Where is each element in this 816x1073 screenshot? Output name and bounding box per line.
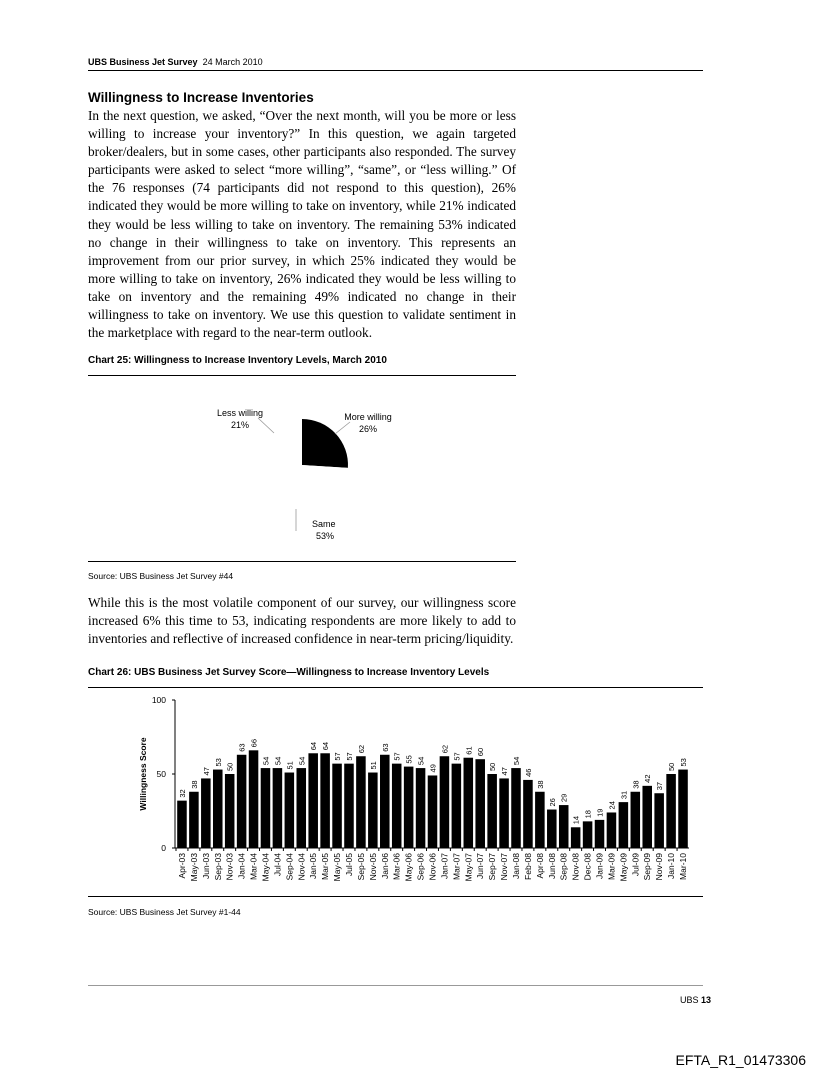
bar: [213, 770, 223, 848]
x-tick-label: May-09: [618, 853, 629, 882]
chart25-source: Source: UBS Business Jet Survey #44: [88, 571, 234, 581]
bar: [452, 764, 462, 848]
bar-value-label: 54: [273, 756, 283, 766]
x-tick-label: Jan-09: [594, 853, 605, 879]
bar-value-label: 53: [679, 758, 689, 767]
footer-rule: [88, 985, 703, 986]
bar: [666, 774, 676, 848]
x-tick-label: May-03: [188, 853, 199, 882]
y-tick-label: 50: [156, 769, 166, 779]
x-tick-label: Apr-03: [176, 853, 187, 879]
x-tick-label: Jan-08: [511, 853, 522, 879]
bar: [464, 758, 474, 848]
bar: [595, 820, 605, 848]
bar: [297, 768, 307, 848]
bar: [261, 768, 271, 848]
bar-value-label: 66: [249, 738, 259, 748]
pie-chart: [88, 376, 516, 562]
pie-label: Less willing: [216, 408, 264, 418]
bar-chart: [88, 688, 703, 896]
bar-value-label: 57: [344, 752, 354, 761]
x-tick-label: Sep-06: [415, 853, 426, 881]
page-header: [88, 57, 263, 67]
bar: [440, 756, 450, 848]
bar: [631, 792, 641, 848]
bar-value-label: 64: [321, 741, 331, 751]
bar: [273, 768, 283, 848]
x-tick-label: Nov-05: [367, 853, 378, 881]
bar-value-label: 63: [237, 743, 247, 752]
chart26-title: Chart 26: UBS Business Jet Survey Score—Willingness to Increase Inventory Levels: [88, 667, 490, 678]
bar-value-label: 51: [285, 761, 295, 770]
bar: [225, 774, 235, 848]
x-tick-label: Sep-03: [212, 853, 223, 881]
header-brand: UBS Business Jet Survey: [88, 57, 198, 67]
x-tick-label: Jan-06: [379, 853, 390, 879]
x-tick-label: Nov-09: [654, 853, 665, 881]
bar: [249, 750, 259, 848]
x-tick-label: Nov-07: [499, 853, 510, 881]
header-date: 24 March 2010: [202, 57, 263, 67]
x-tick-label: Dec-08: [582, 853, 593, 881]
bar-value-label: 54: [297, 756, 307, 766]
x-tick-label: Jun-07: [475, 853, 486, 879]
x-tick-label: May-04: [260, 853, 271, 882]
x-tick-label: Sep-04: [284, 853, 295, 881]
bar: [356, 756, 366, 848]
bar: [678, 770, 688, 848]
x-tick-label: Nov-06: [427, 853, 438, 881]
page-number: 13: [701, 995, 712, 1005]
y-axis-label: Willingness Score: [138, 737, 148, 811]
x-tick-label: Jul-05: [343, 853, 354, 877]
bar: [475, 759, 485, 848]
page-footer: [680, 995, 711, 1005]
bar-value-label: 57: [333, 752, 343, 761]
x-tick-label: Jul-09: [630, 853, 641, 877]
bar: [607, 812, 617, 848]
bar-value-label: 32: [177, 789, 187, 798]
bar-value-label: 57: [392, 752, 402, 761]
bar: [523, 780, 533, 848]
bar-value-label: 57: [452, 752, 462, 761]
bar-value-label: 29: [559, 793, 569, 803]
bar-value-label: 31: [619, 790, 629, 800]
x-tick-label: Mar-05: [320, 853, 331, 880]
bar-value-label: 51: [368, 761, 378, 770]
body-paragraph: While this is the most volatile component of our survey, our willingness score increased 6% this time to 53, indicating respondents are more likely to add to inventories and reflective of increased confidence in near-term pricing/liquidity.: [88, 595, 516, 647]
bar: [559, 805, 569, 848]
bar-value-label: 47: [201, 767, 211, 776]
bar: [583, 821, 593, 848]
bar: [237, 755, 247, 848]
x-tick-label: Mar-07: [451, 853, 462, 880]
bar: [535, 792, 545, 848]
x-tick-label: Nov-04: [296, 853, 307, 881]
x-tick-label: Sep-07: [487, 853, 498, 881]
footer-brand: UBS: [680, 995, 699, 1005]
bar-value-label: 38: [631, 780, 641, 789]
y-tick-label: 0: [161, 843, 166, 853]
pie-value: 21%: [230, 420, 250, 430]
bar: [642, 786, 652, 848]
bar: [416, 768, 426, 848]
x-tick-label: Jul-04: [272, 853, 283, 877]
document-id: EFTA_R1_01473306: [675, 1052, 806, 1068]
body-paragraph: In the next question, we asked, “Over the next month, will you be more or less willing to increase your inventory?” In this question, we again targeted broker/dealers, but in some cases, other participants also responded. The survey participants were asked to select “more willing”, “same”, or “less willing.” Of the 76 responses (74 participants did not respond to this question), 26% indicated they would be more willing to take on inventory, while 21% indicated they would be less willing to take on inventory. The remaining 53% indicated no change in their willingness to take on inventory. This represents an improvement from our prior survey, in which 25% indicated they would be more willing to take on inventory, 26% indicated they would be less willing to take on inventory and the remaining 49% indicated no change in their willingness to take on inventory. We use this question to validate sentiment in the marketplace with regard to the near-term outlook.: [88, 108, 516, 341]
bar: [332, 764, 342, 848]
bar: [499, 778, 509, 848]
x-tick-label: Jun-03: [200, 853, 211, 879]
x-tick-label: Mar-10: [678, 853, 689, 880]
bar-value-label: 46: [523, 768, 533, 777]
bar-value-label: 19: [595, 808, 605, 817]
x-tick-label: Mar-04: [248, 853, 259, 880]
bar: [404, 767, 414, 848]
x-tick-label: Nov-03: [224, 853, 235, 881]
chart26-source: Source: UBS Business Jet Survey #1-44: [88, 907, 241, 917]
bar: [308, 753, 318, 848]
bar: [392, 764, 402, 848]
x-tick-label: Mar-06: [391, 853, 402, 880]
bar-value-label: 49: [428, 764, 438, 773]
bar-value-label: 42: [643, 774, 653, 783]
pie-slice: [302, 419, 348, 468]
bar: [619, 802, 629, 848]
bar-value-label: 26: [547, 798, 557, 807]
bar-value-label: 50: [667, 762, 677, 771]
bar: [368, 773, 378, 848]
x-tick-label: Jun-08: [546, 853, 557, 879]
bar-value-label: 62: [356, 744, 366, 754]
bar-value-label: 60: [476, 747, 486, 757]
pie-leader-line: [335, 422, 350, 434]
x-tick-label: Jan-05: [308, 853, 319, 879]
bar-value-label: 38: [535, 780, 545, 789]
chart25-title: Chart 25: Willingness to Increase Inventory Levels, March 2010: [88, 355, 387, 366]
bar-value-label: 54: [261, 756, 271, 766]
bar: [511, 768, 521, 848]
pie-value: 53%: [316, 531, 335, 541]
bar: [487, 774, 497, 848]
x-tick-label: Sep-09: [642, 853, 653, 881]
bar-value-label: 50: [225, 762, 235, 771]
bar: [177, 801, 187, 848]
x-tick-label: Mar-09: [606, 853, 617, 880]
bar-value-label: 64: [309, 741, 319, 751]
bar-value-label: 37: [655, 781, 665, 791]
x-tick-label: Jan-07: [439, 853, 450, 879]
x-tick-label: Sep-05: [355, 853, 366, 881]
bar: [285, 773, 295, 848]
pie-value: 26%: [358, 424, 378, 434]
bar-value-label: 18: [583, 810, 593, 819]
y-tick-label: 100: [151, 695, 166, 705]
x-tick-label: Feb-08: [522, 853, 533, 880]
x-tick-label: Sep-08: [558, 853, 569, 881]
bar-value-label: 53: [213, 758, 223, 767]
bar: [380, 755, 390, 848]
bar: [547, 810, 557, 848]
x-tick-label: May-06: [403, 853, 414, 882]
x-tick-label: May-07: [463, 853, 474, 882]
bar: [571, 827, 581, 848]
bar: [201, 778, 211, 848]
x-tick-label: May-05: [332, 853, 343, 882]
bar-value-label: 38: [189, 780, 199, 789]
bar-value-label: 47: [500, 767, 510, 776]
x-tick-label: Jan-04: [236, 853, 247, 879]
pie-leader-line: [258, 418, 274, 433]
chart25-bottom-rule: [88, 561, 516, 562]
bar-value-label: 54: [416, 756, 426, 766]
bar-value-label: 62: [440, 744, 450, 754]
bar-value-label: 54: [512, 756, 522, 766]
bar-value-label: 24: [607, 801, 617, 810]
bar: [189, 792, 199, 848]
bar: [654, 793, 664, 848]
bar: [344, 764, 354, 848]
bar-value-label: 61: [464, 746, 474, 755]
header-rule: [88, 70, 703, 71]
pie-label: Same: [312, 519, 336, 529]
x-tick-label: Jan-10: [666, 853, 677, 879]
bar: [320, 753, 330, 848]
bar-value-label: 55: [404, 755, 414, 764]
section-heading: Willingness to Increase Inventories: [88, 90, 314, 105]
x-tick-label: Nov-08: [570, 853, 581, 881]
x-tick-label: Apr-08: [534, 853, 545, 879]
bar: [428, 775, 438, 848]
pie-label: More willing: [344, 412, 392, 422]
bar-value-label: 63: [380, 743, 390, 752]
chart26-bottom-rule: [88, 896, 703, 897]
bar-value-label: 14: [571, 815, 581, 825]
bar-value-label: 50: [488, 762, 498, 771]
